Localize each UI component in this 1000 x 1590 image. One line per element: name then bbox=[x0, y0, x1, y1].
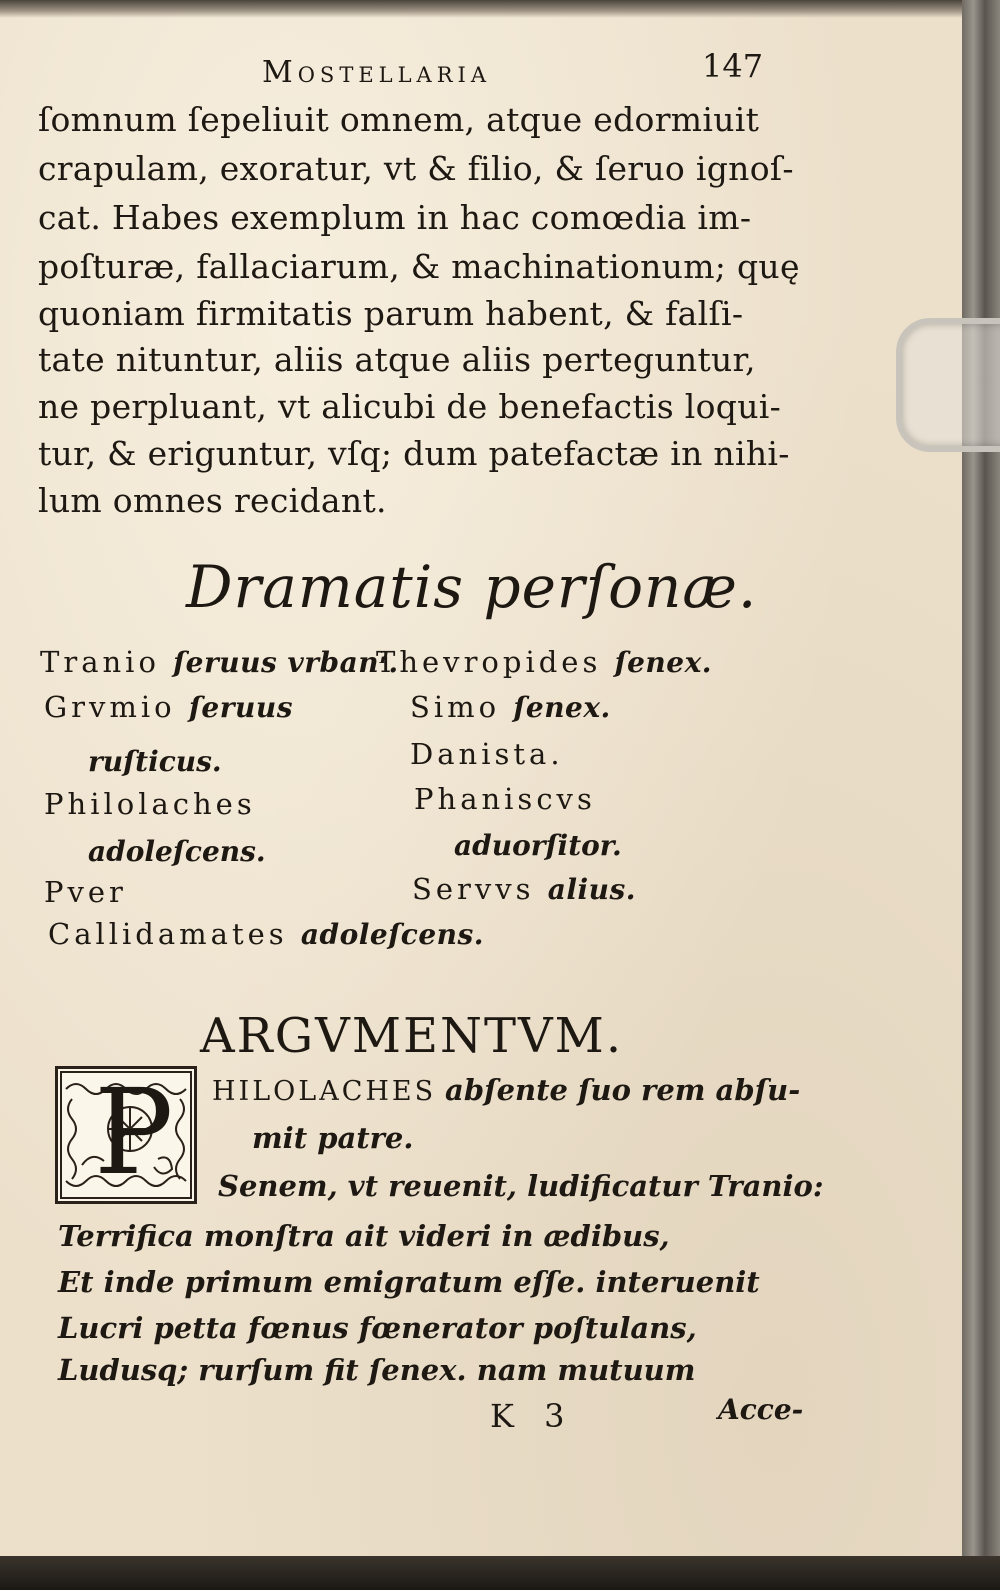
character-entry bbox=[48, 917, 484, 951]
character-name: Thevropides bbox=[376, 645, 602, 679]
character-name: Servvs bbox=[412, 872, 535, 906]
page-fore-edge bbox=[962, 0, 1000, 1590]
character-entry bbox=[410, 690, 611, 724]
page-clip bbox=[896, 318, 1000, 452]
verse-line: Et inde primum emigratum eſſe. interuenit bbox=[58, 1265, 760, 1299]
character-name: Philolaches bbox=[44, 787, 256, 821]
character-role: ſenex. bbox=[614, 646, 713, 679]
character-role: alius. bbox=[547, 873, 637, 906]
argument-line: mit patre. bbox=[252, 1121, 414, 1155]
character-name: Callidamates bbox=[48, 917, 288, 951]
decorated-initial bbox=[55, 1063, 197, 1204]
body-line: ſomnum ſepeliuit omnem, atque edormiuit bbox=[38, 100, 760, 139]
character-name: Phaniscvs bbox=[414, 782, 596, 816]
body-line: crapulam, exoratur, vt & filio, & ſeruo ignoſ- bbox=[38, 149, 794, 188]
body-line: lum omnes recidant. bbox=[38, 481, 387, 520]
body-line: poſturæ, fallaciarum, & machinationum; quę bbox=[38, 247, 800, 286]
character-role: adoleſcens. bbox=[300, 918, 484, 951]
verse-line: Lucri petta fœnus fœnerator poſtulans, bbox=[58, 1311, 697, 1345]
character-role: ſeruus bbox=[188, 691, 293, 724]
folio-number: 147 bbox=[702, 47, 764, 85]
verse-line: Terrifica monſtra ait videri in ædibus, bbox=[58, 1219, 670, 1253]
body-line: tate nituntur, aliis atque aliis perteguntur, bbox=[38, 340, 756, 379]
character-entry bbox=[376, 645, 713, 679]
character-role: aduorſitor. bbox=[454, 829, 622, 862]
argument-heading: ARGVMENTVM. bbox=[200, 1008, 624, 1064]
character-entry bbox=[40, 645, 399, 679]
argument-first-line bbox=[212, 1073, 801, 1107]
catchword: Acce- bbox=[718, 1393, 804, 1426]
page-bottom-edge bbox=[0, 1556, 1000, 1590]
signature-mark: K 3 bbox=[490, 1397, 575, 1435]
character-role: ſenex. bbox=[513, 691, 611, 724]
page-top-edge bbox=[0, 0, 1000, 18]
character-name: Pver bbox=[44, 875, 127, 909]
character-entry bbox=[412, 872, 637, 906]
character-name: Grvmio bbox=[44, 690, 176, 724]
initial-letter: P bbox=[94, 1063, 174, 1201]
body-line: ne perpluant, vt alicubi de benefactis loqui- bbox=[38, 387, 782, 426]
body-line: quoniam firmitatis parum habent, & falſi- bbox=[38, 294, 744, 333]
character-role: adoleſcens. bbox=[88, 835, 266, 868]
character-entry bbox=[44, 690, 293, 724]
verse-line: Senem, vt reuenit, ludificatur Tranio: bbox=[218, 1169, 824, 1203]
character-name: Danista. bbox=[410, 737, 564, 771]
character-role: ruſticus. bbox=[88, 745, 222, 778]
argument-text: abſente ſuo rem abſu- bbox=[445, 1073, 801, 1107]
character-name: HILOLACHES bbox=[212, 1076, 437, 1107]
dramatis-personae-heading: Dramatis perſonæ. bbox=[186, 553, 758, 621]
body-line: tur, & eriguntur, vſq; dum patefactæ in nihi- bbox=[38, 434, 790, 473]
character-role: ſeruus vrbanˀ. bbox=[173, 646, 399, 679]
character-name: Tranio bbox=[40, 645, 160, 679]
body-line: cat. Habes exemplum in hac comœdia im- bbox=[38, 198, 752, 237]
character-name: Simo bbox=[410, 690, 501, 724]
running-title: Mostellaria bbox=[262, 55, 491, 90]
verse-line: Ludusq; rurſum fit ſenex. nam mutuum bbox=[58, 1353, 696, 1387]
